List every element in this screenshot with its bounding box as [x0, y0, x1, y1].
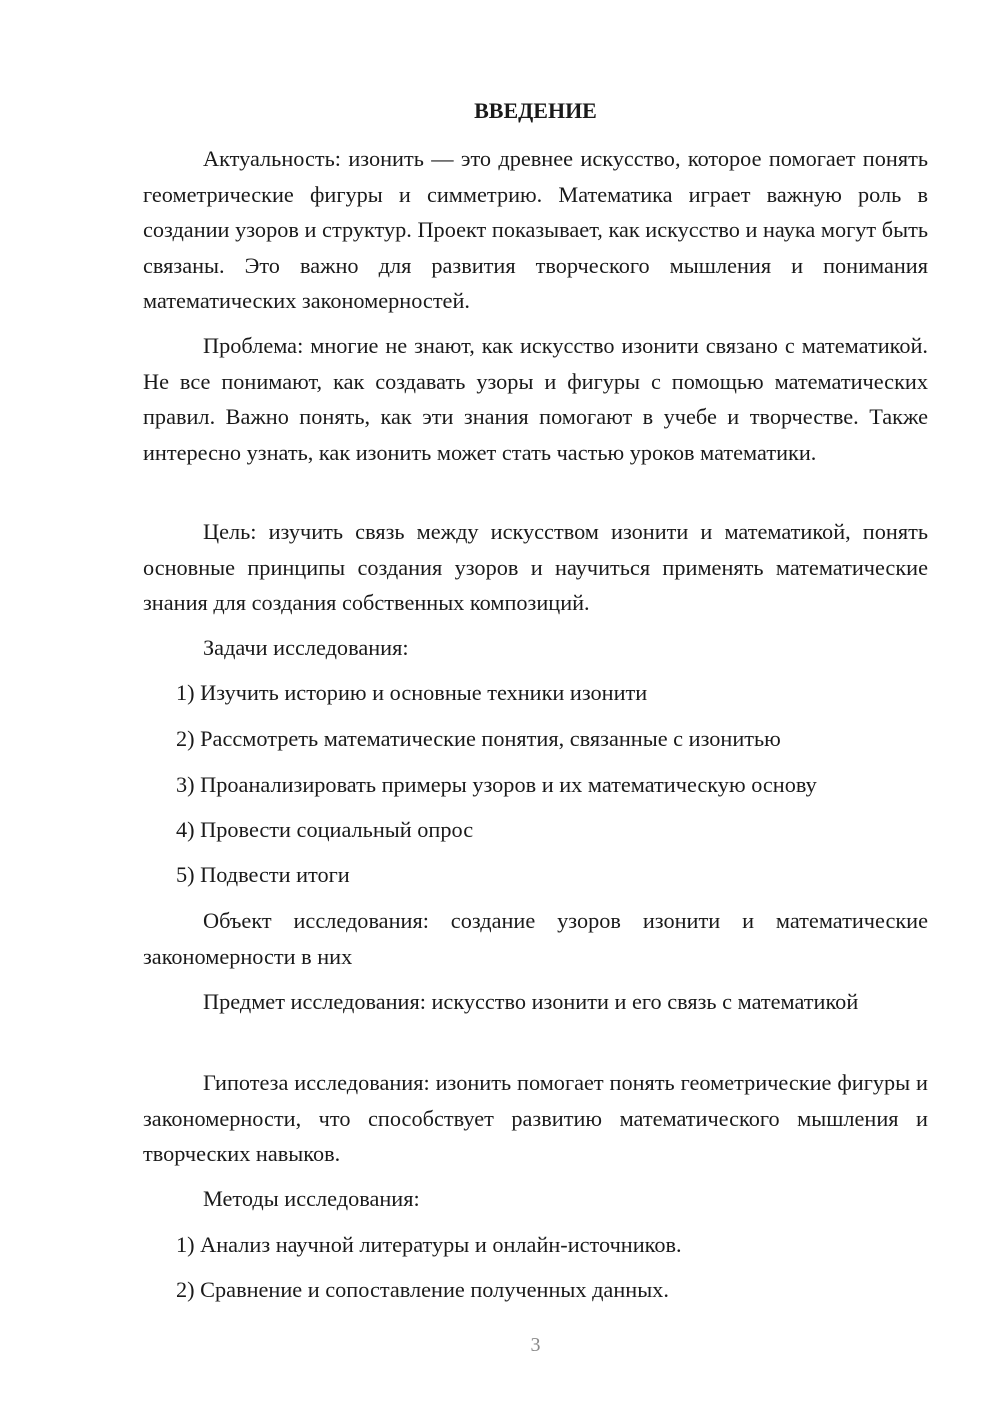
hypothesis-paragraph: Гипотеза исследования: изонить помогает понять геометрические фигуры и закономерности, что способствует развитию математического мышления и творческих навыков. — [143, 1070, 928, 1166]
problem-paragraph: Проблема: многие не знают, как искусство изонити связано с математикой. Не все понимают, как создавать узоры и фигуры с помощью математических правил. Важно понять, как эти знания помогают в учебе и творчестве. Также интересно узнать, как изонить может стать частью уроков математики. — [143, 333, 928, 465]
tasks-heading: Задачи исследования: — [203, 635, 409, 660]
methods-heading: Методы исследования: — [203, 1186, 420, 1211]
task-item: 1) Изучить историю и основные техники изонити — [176, 680, 648, 705]
document-page — [143, 0, 928, 1414]
object-paragraph: Объект исследования: создание узоров изонити и математические закономерности в них — [143, 908, 928, 969]
task-item: 3) Проанализировать примеры узоров и их математическую основу — [176, 772, 817, 797]
task-item: 4) Провести социальный опрос — [176, 817, 474, 842]
subject-paragraph: Предмет исследования: искусство изонити и его связь с математикой — [203, 989, 859, 1014]
task-item: 5) Подвести итоги — [176, 862, 350, 887]
page-number: 3 — [530, 1334, 541, 1356]
section-title: ВВЕДЕНИЕ — [474, 98, 597, 123]
method-item: 1) Анализ научной литературы и онлайн-источников. — [176, 1232, 682, 1257]
goal-paragraph: Цель: изучить связь между искусством изонити и математикой, понять основные принципы создания узоров и научиться применять математические знания для создания собственных композиций. — [143, 519, 928, 615]
task-item: 2) Рассмотреть математические понятия, связанные с изонитью — [176, 726, 781, 751]
relevance-paragraph: Актуальность: изонить — это древнее искусство, которое помогает понять геометрические фигуры и симметрию. Математика играет важную роль в создании узоров и структур. Проект показывает, как искусство и наука могут быть связаны. Это важно для развития творческого мышления и понимания математических закономерностей. — [143, 146, 928, 313]
method-item: 2) Сравнение и сопоставление полученных данных. — [176, 1277, 669, 1302]
